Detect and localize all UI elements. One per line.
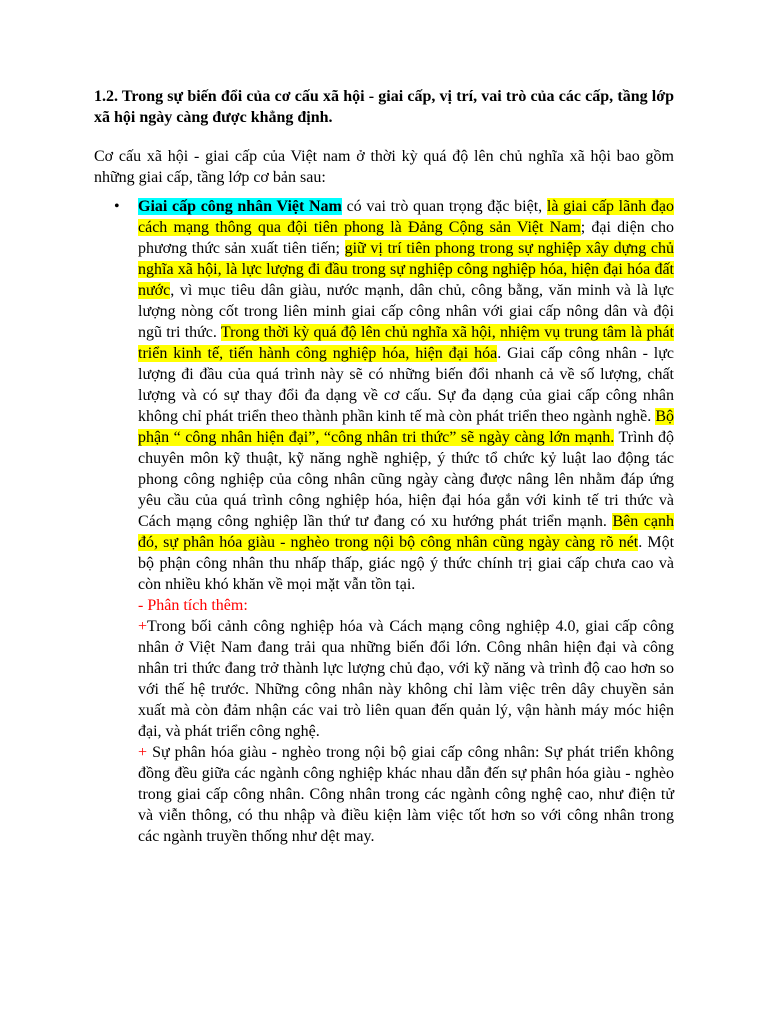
plus-marker: + xyxy=(138,618,148,635)
analysis-point-2 xyxy=(138,742,674,847)
bullet-list xyxy=(94,196,674,847)
body-text: Trình độ chuyên môn kỹ thuật, kỹ năng nghề nghiệp, ý thức tổ chức kỷ luật lao động tác phong công nghiệp của công nhân cũng ngày càng được nâng lên nhằm đáp ứng yêu cầu của quá trình công nghiệp hóa, hiện đại hóa gắn với kinh tế tri thức và Cách mạng công nghiệp lần thứ tư đang có xu hướng phát triển mạnh. xyxy=(138,429,674,530)
analysis-point-1 xyxy=(138,616,674,742)
list-item xyxy=(94,196,674,847)
highlighted-text: giữ vị trí tiên phong trong sự nghiệp xây dựng chủ nghĩa xã hội, là lực lượng đi đầu trong sự nghiệp công nghiệp hóa, hiện đại hóa đất nước xyxy=(138,240,675,299)
body-text: . Giai cấp công nhân - lực lượng đi đầu của quá trình này sẽ có những biến đổi nhanh cả về số lượng, chất lượng và có sự thay đổi đa dạng về cơ cấu. Sự đa dạng của giai cấp công nhân không chỉ phát triển theo thành phần kinh tế mà còn phát triển theo ngành nghề. xyxy=(138,345,675,425)
highlighted-text: là giai cấp lãnh đạo cách mạng thông qua đội tiên phong là Đảng Cộng sản Việt Nam xyxy=(138,198,675,236)
highlighted-text: Bên cạnh đó, sự phân hóa giàu - nghèo trong nội bộ công nhân cũng ngày càng rõ nét xyxy=(138,513,674,551)
analysis-text: Sự phân hóa giàu - nghèo trong nội bộ giai cấp công nhân: Sự phát triển không đồng đều giữa các ngành công nghiệp khác nhau dẫn đến sự phân hóa giàu - nghèo trong giai cấp công nhân. Công nhân trong các ngành công nghệ cao, như điện tử và viễn thông, có thu nhập và điều kiện làm việc tốt hơn so với công nhân trong các ngành truyền thống như dệt may. xyxy=(138,744,674,845)
analysis-text: Trong bối cảnh công nghiệp hóa và Cách mạng công nghiệp 4.0, giai cấp công nhân ở Việt Nam đang trải qua những biến đổi lớn. Công nhân hiện đại và công nhân tri thức đang trở thành lực lượng chủ đạo, với kỹ năng và trình độ cao hơn so với thế hệ trước. Những công nhân này không chỉ làm việc trên dây chuyền sản xuất mà còn đảm nhận các vai trò liên quan đến quản lý, vận hành máy móc hiện đại, và phát triển công nghệ. xyxy=(138,618,674,740)
body-text: . Một bộ phận công nhân thu nhấp thấp, giác ngộ ý thức chính trị giai cấp chưa cao và còn nhiều khó khăn về mọi mặt vẫn tồn tại. xyxy=(138,534,675,593)
highlighted-text: Bộ phận “ công nhân hiện đại”, “công nhân tri thức” sẽ ngày càng lớn mạnh. xyxy=(138,408,674,446)
highlighted-term: Giai cấp công nhân Việt Nam xyxy=(138,198,342,215)
intro-paragraph: Cơ cấu xã hội - giai cấp của Việt nam ở thời kỳ quá độ lên chủ nghĩa xã hội bao gồm những giai cấp, tầng lớp cơ bản sau: xyxy=(94,148,674,186)
highlighted-text: Trong thời kỳ quá độ lên chủ nghĩa xã hội, nhiệm vụ trung tâm là phát triển kinh tế, tiến hành công nghiệp hóa, hiện đại hóa xyxy=(138,324,675,362)
section-heading: 1.2. Trong sự biến đổi của cơ cấu xã hội - giai cấp, vị trí, vai trò của các cấp, tầng lớp xã hội ngày càng được khẳng định. xyxy=(94,88,674,126)
analysis-label: - Phân tích thêm: xyxy=(138,597,248,614)
body-text: ; đại diện cho phương thức sản xuất tiên tiến; xyxy=(138,219,675,257)
body-text: , vì mục tiêu dân giàu, nước mạnh, dân chủ, công bằng, văn minh và là lực lượng nòng cốt trong liên minh giai cấp công nhân với giai cấp nông dân và đội ngũ tri thức. xyxy=(138,282,674,341)
bullet-marker: • xyxy=(114,198,120,215)
plus-marker: + xyxy=(138,744,148,761)
body-text: có vai trò quan trọng đặc biệt, xyxy=(341,198,547,215)
